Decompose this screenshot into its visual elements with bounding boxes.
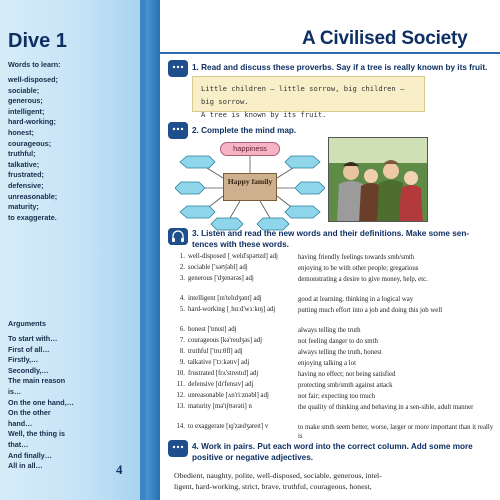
list-item: [173, 381, 498, 392]
list-item: [173, 359, 498, 370]
argument-item: The main reason: [8, 376, 66, 386]
headphones-icon: [168, 228, 188, 245]
exercise4-number: 4.: [192, 442, 199, 451]
argument-item: First of all…: [8, 344, 50, 354]
list-item: [173, 306, 498, 326]
item-definition: not feeling danger to do smth: [298, 338, 378, 345]
item-number: 8.: [179, 348, 185, 355]
item-number: 12.: [176, 392, 185, 399]
item-term: unreasonable [ʌn'riːznəbl] adj: [188, 392, 269, 399]
separator-bar: [146, 0, 160, 500]
item-definition: having friendly feelings towards smb/smth: [298, 254, 415, 261]
list-item: [173, 326, 498, 337]
speech-bubble-icon: [168, 60, 188, 77]
mindmap-blank-node: [180, 206, 215, 218]
word-item: hard-working;: [8, 117, 56, 127]
exercise2-number: 2.: [192, 126, 199, 135]
item-number: 9.: [179, 359, 185, 366]
family-photo: [328, 137, 428, 222]
item-term: courageous [kə'reɪdʒəs] adj: [188, 337, 263, 344]
argument-item: To start with…: [8, 334, 58, 343]
item-definition: good at learning, thinking in a logical way: [298, 296, 414, 303]
list-item: [173, 264, 498, 275]
argument-item: All in all…: [8, 461, 43, 471]
exercise4-word-list: [174, 470, 496, 492]
title-rule: [160, 52, 500, 54]
item-number: 11.: [176, 381, 185, 388]
proverb-2: A tree is known by its fruit.: [201, 110, 327, 119]
word-item: honest;: [8, 127, 34, 137]
item-number: 3.: [179, 275, 185, 282]
word-item: sociable;: [8, 85, 40, 95]
mindmap-blank-node: [285, 206, 320, 218]
item-definition: protecting smb/smth against attack: [298, 382, 393, 389]
list-item: [173, 295, 498, 306]
word-item: talkative;: [8, 159, 40, 169]
word-item: generous;: [8, 96, 43, 106]
exercise2-text: Complete the mind map.: [201, 126, 297, 135]
speech-bubble-icon: [168, 122, 188, 139]
arguments-heading: Arguments: [8, 319, 46, 328]
item-definition: always telling the truth: [298, 327, 361, 334]
argument-item: Firstly,…: [8, 355, 39, 365]
word-item: to exaggerate.: [8, 212, 57, 222]
exercise1-text: Read and discuss these proverbs. Say if a tree is really known by its fruit.: [201, 63, 488, 72]
proverb-box: [192, 76, 425, 119]
item-term: honest ['ɒnɪst] adj: [188, 326, 237, 333]
proverb-1: Little children — little sorrow, big children — big sorrow.: [201, 84, 405, 106]
mind-map: [175, 138, 325, 233]
item-number: 2.: [179, 264, 185, 271]
mindmap-blank-node: [295, 182, 325, 194]
item-definition: enjoying to be with other people; gregarious: [298, 265, 419, 272]
exercise3-text-2: tences with these words.: [192, 240, 289, 249]
word-item: maturity;: [8, 202, 39, 212]
words-list: [8, 75, 58, 223]
list-item: [173, 403, 498, 423]
words-heading: Words to learn:: [8, 60, 61, 69]
list-item: [173, 392, 498, 403]
word-line-2: ligent, hard-working, strict, brave, truthful, courageous, honest,: [174, 482, 372, 491]
item-definition: not fair; expecting too much: [298, 393, 376, 400]
speech-bubble-icon: [168, 440, 188, 457]
mindmap-happiness-node: happiness: [220, 142, 280, 156]
mindmap-blank-node: [285, 156, 320, 168]
arguments-list: [8, 334, 74, 472]
item-term: well-disposed [ˌweld'spəʊzd] adj: [188, 253, 278, 260]
item-definition: having no effect; not being satisfied: [298, 371, 396, 378]
exercise2-instruction: [192, 125, 442, 136]
argument-item: hand…: [8, 418, 33, 428]
exercise3-instruction: [192, 228, 492, 250]
mindmap-blank-node: [175, 182, 205, 194]
list-item: [173, 337, 498, 348]
word-item: unreasonable;: [8, 191, 58, 201]
exercise4-text-1: Work in pairs. Put each word into the correct column. Add some more: [201, 442, 473, 451]
item-number: 1.: [179, 253, 185, 260]
argument-item: that…: [8, 439, 29, 449]
item-term: talkative ['tɔːkətɪv] adj: [188, 359, 250, 366]
item-term: sociable ['səʊʃəbl] adj: [188, 264, 248, 271]
exercise1-number: 1.: [192, 63, 199, 72]
item-definition: the quality of thinking and behaving in a sen-sible, adult manner: [298, 404, 474, 411]
item-definition: always telling the truth, honest: [298, 349, 382, 356]
argument-item: is…: [8, 386, 22, 396]
item-definition: putting much effort into a job and doing this job well: [298, 307, 443, 314]
item-term: defensive [dɪ'fensɪv] adj: [188, 381, 254, 388]
list-item: [173, 370, 498, 381]
exercise4-instruction: [192, 441, 492, 463]
word-item: courageous;: [8, 138, 52, 148]
exercise4-text-2: positive or negative adjectives.: [192, 453, 314, 462]
page-number: 4: [116, 462, 123, 477]
exercise3-number: 3.: [192, 229, 199, 238]
argument-item: Well, the thing is: [8, 429, 65, 439]
sidebar: [0, 0, 146, 500]
item-number: 6.: [179, 326, 185, 333]
list-item: [173, 423, 498, 443]
word-item: defensive;: [8, 180, 44, 190]
item-number: 5.: [179, 306, 185, 313]
item-term: hard-working [ˌhɑːd'wɜːkɪŋ] adj: [188, 306, 276, 313]
page-title: A Civilised Society: [302, 28, 468, 49]
argument-item: On the other: [8, 408, 51, 418]
item-term: generous ['dʒenərəs] adj: [188, 275, 254, 282]
dive-title: Dive 1: [8, 30, 67, 52]
item-number: 7.: [179, 337, 185, 344]
word-item: truthful;: [8, 149, 36, 159]
item-number: 14.: [176, 423, 185, 430]
list-item: [173, 275, 498, 295]
argument-item: And finally…: [8, 450, 52, 460]
item-number: 13.: [176, 403, 185, 410]
item-term: truthful ['truːθfl] adj: [188, 348, 243, 355]
item-term: to exaggerate [ɪɡ'zædʒəreɪt] v: [188, 423, 269, 430]
item-term: frustrated [frʌ'streɪtɪd] adj: [188, 370, 259, 377]
word-item: well-disposed;: [8, 75, 58, 84]
item-definition: demonstrating a desire to give money, help, etc.: [298, 276, 428, 283]
exercise3-text-1: Listen and read the new words and their definitions. Make some sen-: [201, 229, 470, 238]
argument-item: On the one hand,…: [8, 397, 74, 407]
mindmap-center-node: Happy family: [223, 173, 277, 201]
list-item: [173, 253, 498, 264]
item-number: 4.: [179, 295, 185, 302]
word-line-1: Obedient, naughty, polite, well-disposed, sociable, generous, intel-: [174, 471, 382, 480]
list-item: [173, 348, 498, 359]
exercise1-instruction: [192, 62, 492, 73]
item-term: intelligent [ɪn'telɪdʒənt] adj: [188, 295, 262, 302]
word-item: frustrated;: [8, 170, 44, 180]
argument-item: Secondly,…: [8, 365, 49, 375]
word-item: intelligent;: [8, 106, 45, 116]
vocabulary-list: [173, 253, 498, 443]
item-term: maturity [mə'tʃʊərəti] n: [188, 403, 252, 410]
mindmap-blank-node: [180, 156, 215, 168]
item-number: 10.: [176, 370, 185, 377]
item-definition: to make smth seem better, worse, larger or more important than it really is: [298, 424, 494, 441]
item-definition: enjoying talking a lot: [298, 360, 356, 367]
